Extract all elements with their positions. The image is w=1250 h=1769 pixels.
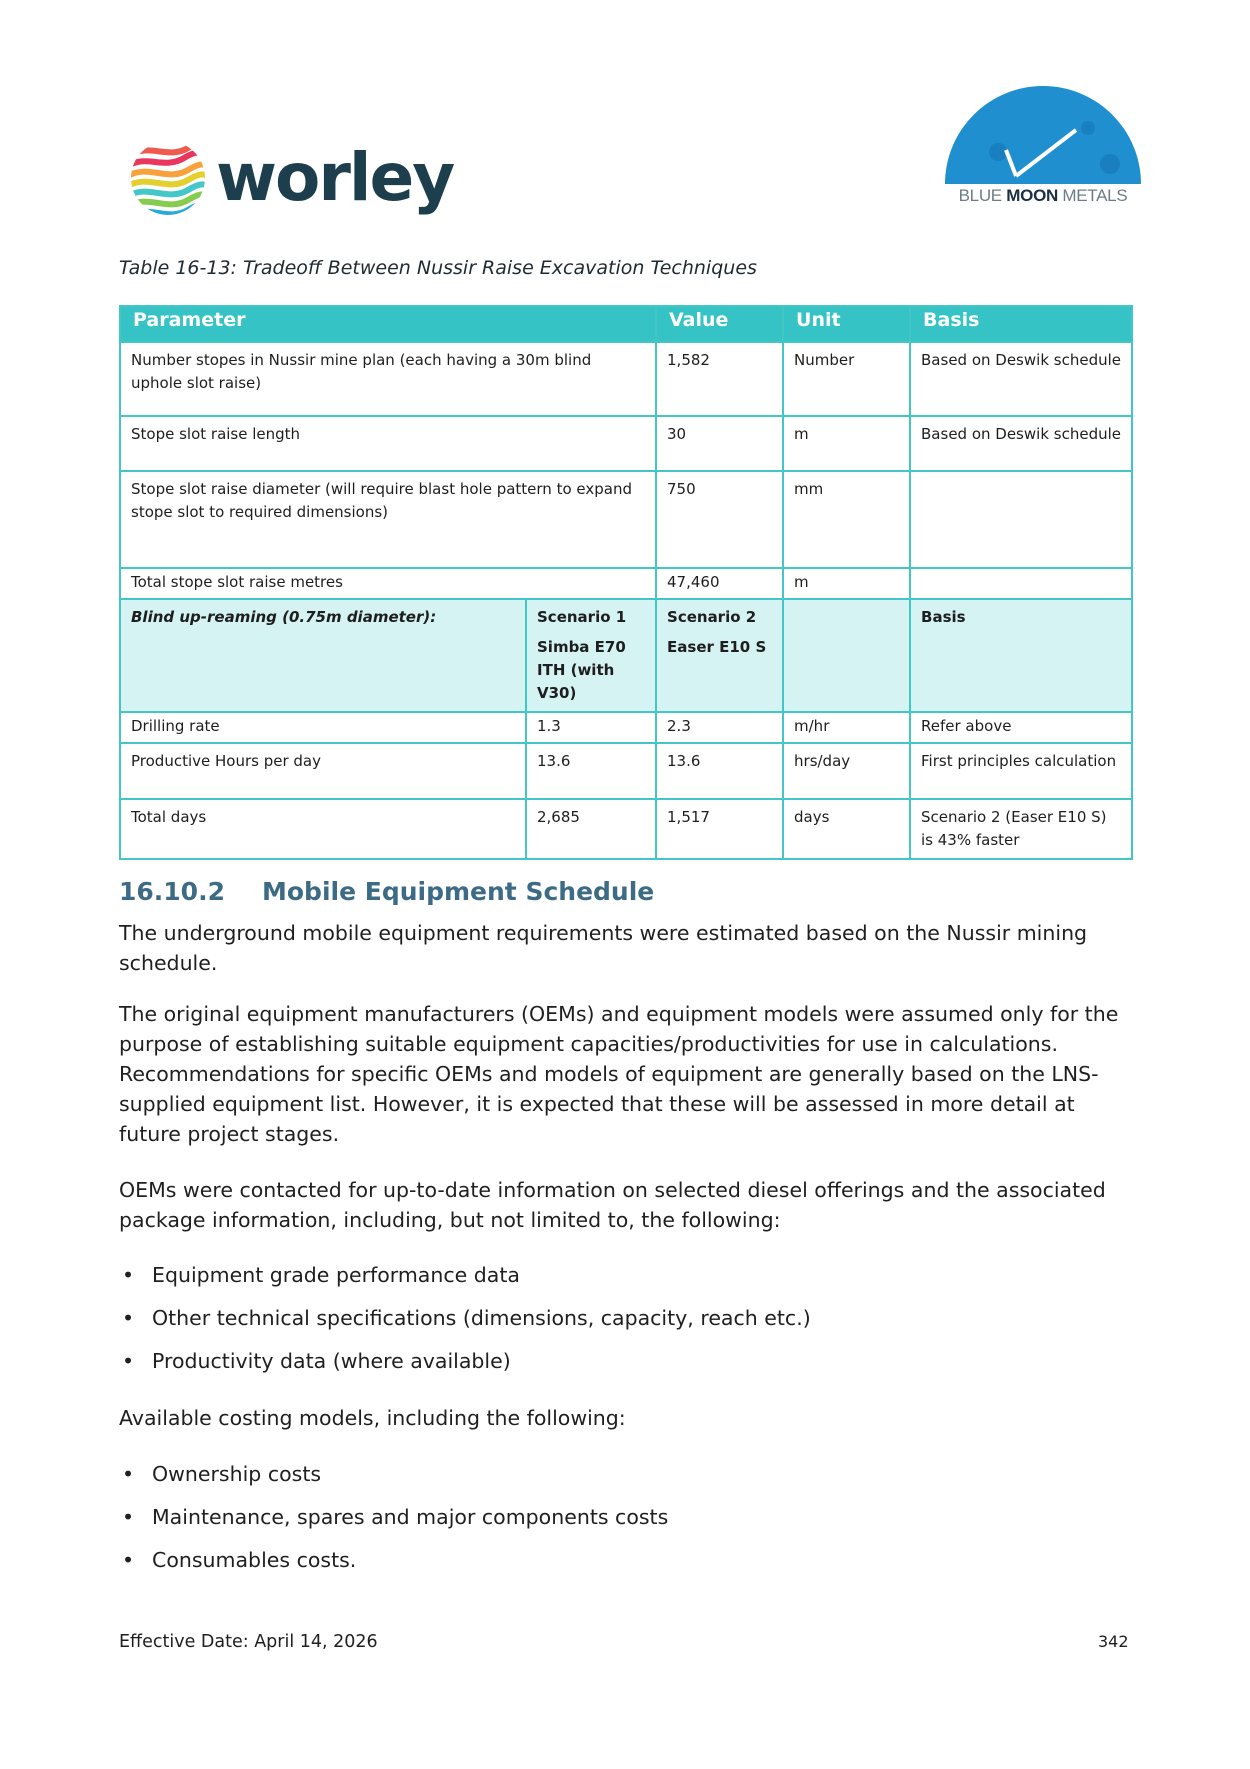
worley-swirl-icon (128, 138, 208, 218)
row-value: 30 (656, 416, 783, 471)
row-value: 750 (656, 471, 783, 568)
header-value: Value (656, 306, 783, 342)
row-basis: Refer above (910, 712, 1132, 743)
paragraph-oem-contacted: OEMs were contacted for up-to-date information on selected diesel offerings and the associated package information, including, but not limited to, the following: (119, 1178, 1106, 1232)
row-parameter: Productive Hours per day (120, 743, 526, 799)
paragraph-costing-models: Available costing models, including the following: (119, 1406, 626, 1430)
table-row (120, 712, 1132, 743)
scenario-subheader-row (120, 599, 1132, 712)
footer-page-number: 342 (1098, 1632, 1129, 1651)
scenario-1-equipment: Simba E70 ITH (with V30) (537, 638, 626, 702)
row-basis: First principles calculation (910, 743, 1132, 799)
row-value: 47,460 (656, 568, 783, 599)
row-scenario-2: 2.3 (656, 712, 783, 743)
header-basis: Basis (910, 306, 1132, 342)
table-row (120, 342, 1132, 416)
moon-icon (938, 82, 1148, 184)
bullet-icon: • (122, 1548, 135, 1572)
row-basis: Based on Deswik schedule (910, 342, 1132, 416)
row-parameter: Number stopes in Nussir mine plan (each having a 30m blind uphole slot raise) (120, 342, 656, 416)
section-title: Mobile Equipment Schedule (262, 877, 655, 906)
bullet-icon: • (122, 1306, 135, 1330)
header-unit: Unit (783, 306, 910, 342)
table-row (120, 471, 1132, 568)
row-unit: hrs/day (783, 743, 910, 799)
row-basis: Based on Deswik schedule (910, 416, 1132, 471)
paragraph-intro: The underground mobile equipment requirements were estimated based on the Nussir mining schedule. (119, 921, 1088, 975)
blue-moon-metals-wordmark: BLUE MOON METALS (958, 186, 1128, 205)
header-parameter: Parameter (120, 306, 656, 342)
list-item: • Productivity data (where available) (119, 1346, 811, 1389)
row-unit: mm (783, 471, 910, 568)
subheader-scenario-1 (526, 599, 656, 712)
row-value: 1,582 (656, 342, 783, 416)
row-scenario-1: 2,685 (526, 799, 656, 859)
row-parameter: Total days (120, 799, 526, 859)
row-unit: m (783, 416, 910, 471)
list-item: • Maintenance, spares and major components costs (119, 1502, 668, 1545)
list-item: • Equipment grade performance data (119, 1260, 811, 1303)
bullet-icon: • (122, 1349, 135, 1373)
worley-wordmark: worley (216, 139, 454, 216)
row-scenario-1: 13.6 (526, 743, 656, 799)
scenario-2-title: Scenario 2 (667, 608, 757, 626)
table-caption: Table 16-13: Tradeoff Between Nussir Raise Excavation Techniques (119, 257, 757, 279)
footer-effective-date: Effective Date: April 14, 2026 (119, 1632, 378, 1652)
subheader-parameter: Blind up-reaming (0.75m diameter): (120, 599, 526, 712)
bullet-icon: • (122, 1462, 135, 1486)
row-unit: m (783, 568, 910, 599)
row-scenario-2: 13.6 (656, 743, 783, 799)
subheader-unit (783, 599, 910, 712)
row-unit: m/hr (783, 712, 910, 743)
row-parameter: Stope slot raise diameter (will require blast hole pattern to expand stope slot to required dimensions) (120, 471, 656, 568)
blue-moon-metals-logo (938, 82, 1148, 212)
row-unit: Number (783, 342, 910, 416)
row-basis (910, 568, 1132, 599)
table-header-row (120, 306, 1132, 342)
row-unit: days (783, 799, 910, 859)
row-parameter: Stope slot raise length (120, 416, 656, 471)
scenario-1-title: Scenario 1 (537, 608, 627, 626)
worley-logo (128, 138, 453, 218)
bullet-list-costing (119, 1459, 668, 1588)
section-heading (119, 877, 654, 906)
row-basis: Scenario 2 (Easer E10 S) is 43% faster (910, 799, 1132, 859)
subheader-scenario-2 (656, 599, 783, 712)
table-row (120, 743, 1132, 799)
bullet-icon: • (122, 1263, 135, 1287)
scenario-2-equipment: Easer E10 S (667, 638, 767, 656)
list-item: • Other technical specifications (dimensions, capacity, reach etc.) (119, 1303, 811, 1346)
table-row (120, 416, 1132, 471)
row-parameter: Drilling rate (120, 712, 526, 743)
list-item: • Consumables costs. (119, 1545, 668, 1588)
bullet-list-package-info (119, 1260, 811, 1389)
row-scenario-2: 1,517 (656, 799, 783, 859)
tradeoff-table (119, 305, 1133, 860)
bullet-icon: • (122, 1505, 135, 1529)
table-row (120, 799, 1132, 859)
table-row (120, 568, 1132, 599)
subheader-basis: Basis (910, 599, 1132, 712)
row-parameter: Total stope slot raise metres (120, 568, 656, 599)
row-scenario-1: 1.3 (526, 712, 656, 743)
section-number: 16.10.2 (119, 877, 225, 906)
list-item: • Ownership costs (119, 1459, 668, 1502)
row-basis (910, 471, 1132, 568)
paragraph-oem-assumptions: The original equipment manufacturers (OEMs) and equipment models were assumed only for the purpose of establishing suitable equipment capacities/productivities for use in calculations. Recommendations for specific OEMs and models of equipment are generally based on the LNS-supplied equipment list. However, it is expected that these will be assessed in more detail at future project stages. (119, 1002, 1119, 1146)
